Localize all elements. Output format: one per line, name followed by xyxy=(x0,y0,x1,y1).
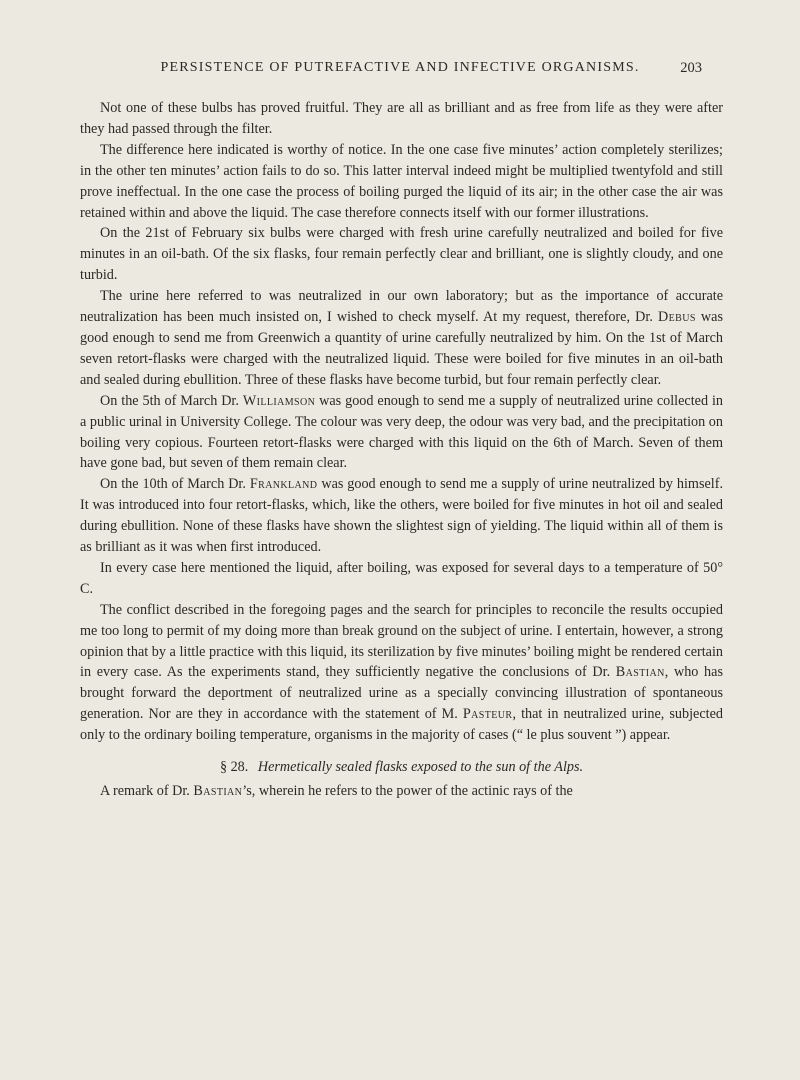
paragraph: Not one of these bulbs has proved fruitful. They are all as brilliant and as free from life as they were after they had passed through the filter. xyxy=(80,100,723,137)
paragraph: On the 10th of March Dr. Frankland was good enough to send me a supply of urine neutralized by himself. It was introduced into four retort-flasks, which, like the others, were boiled for five minutes in hot oil and sealed during ebullition. None of these flasks have shown the slightest sign of yielding. The liquid within all of them is as brilliant as it was when first introduced. xyxy=(80,476,723,556)
name-small-caps: Frankland xyxy=(249,476,318,493)
name-small-caps: Williamson xyxy=(242,392,316,409)
paragraph: The difference here indicated is worthy of notice. In the one case five minutes’ action completely sterilizes; in the other ten minutes’ action fails to do so. This latter interval indeed might be multiplied twentyfold and still prove ineffectual. In the one case the process of boiling purged the liquid of its air; in the other case the air was retained within and above the liquid. The case therefore connects itself with our former illustrations. xyxy=(80,141,723,221)
name-small-caps: Debus xyxy=(657,309,696,326)
section-title: Hermetically sealed flasks exposed to the sun of the Alps. xyxy=(257,759,584,776)
section-heading xyxy=(80,757,723,778)
paragraph: A remark of Dr. Bastian’s, wherein he refers to the power of the actinic rays of the xyxy=(100,783,573,799)
paragraph: The urine here referred to was neutralized in our own laboratory; but as the importance of accurate neutralization has been much insisted on, I wished to check myself. At my request, therefore, Dr. Debus was good enough to send me from Greenwich a quantity of urine carefully neutralized by him. On the 1st of March seven retort-flasks were charged with the neutralized liquid. These were boiled for five minutes in an oil-bath and sealed during ebullition. Three of these flasks have become turbid, but four remain perfectly clear. xyxy=(80,288,723,388)
body-text xyxy=(80,98,723,802)
name-small-caps: Pasteur xyxy=(462,706,513,723)
paragraph: In every case here mentioned the liquid, after boiling, was exposed for several days to a temperature of 50° C. xyxy=(80,559,723,597)
running-head xyxy=(98,60,702,82)
page-number: 203 xyxy=(680,60,702,76)
paragraph: The conflict described in the foregoing pages and the search for principles to reconcile the results occupied me too long to permit of my doing more than break ground on the subject of urine. I entertain, however, a strong opinion that by a little practice with this liquid, its sterilization by five minutes’ boiling might be rendered certain in every case. As the experiments stand, they sufficiently negative the conclusions of Dr. Bastian, who has brought forward the deportment of neutralized urine as a specially convincing illustration of spontaneous generation. Nor are they in accordance with the statement of M. Pasteur, that in neutralized urine, subjected only to the ordinary boiling temperature, organisms in the majority of cases (“ le plus souvent ”) appear. xyxy=(80,601,723,744)
paragraph: On the 21st of February six bulbs were charged with fresh urine carefully neutralized and boiled for five minutes in an oil-bath. Of the six flasks, four remain perfectly clear and brilliant, one is slightly cloudy, and one turbid. xyxy=(80,225,723,284)
name-small-caps: Bastian xyxy=(615,664,665,681)
section-number: § 28. xyxy=(219,759,249,776)
name-small-caps: Bastian xyxy=(193,783,243,799)
paragraph: On the 5th of March Dr. Williamson was good enough to send me a supply of neutralized urine collected in a public urinal in University College. The colour was very deep, the odour was very bad, and the precipitation on boiling very copious. Fourteen retort-flasks were charged with this liquid on the 6th of March. Seven of them have gone bad, but seven of them remain clear. xyxy=(80,392,723,472)
running-title: PERSISTENCE OF PUTREFACTIVE AND INFECTIVE ORGANISMS. xyxy=(160,60,640,75)
